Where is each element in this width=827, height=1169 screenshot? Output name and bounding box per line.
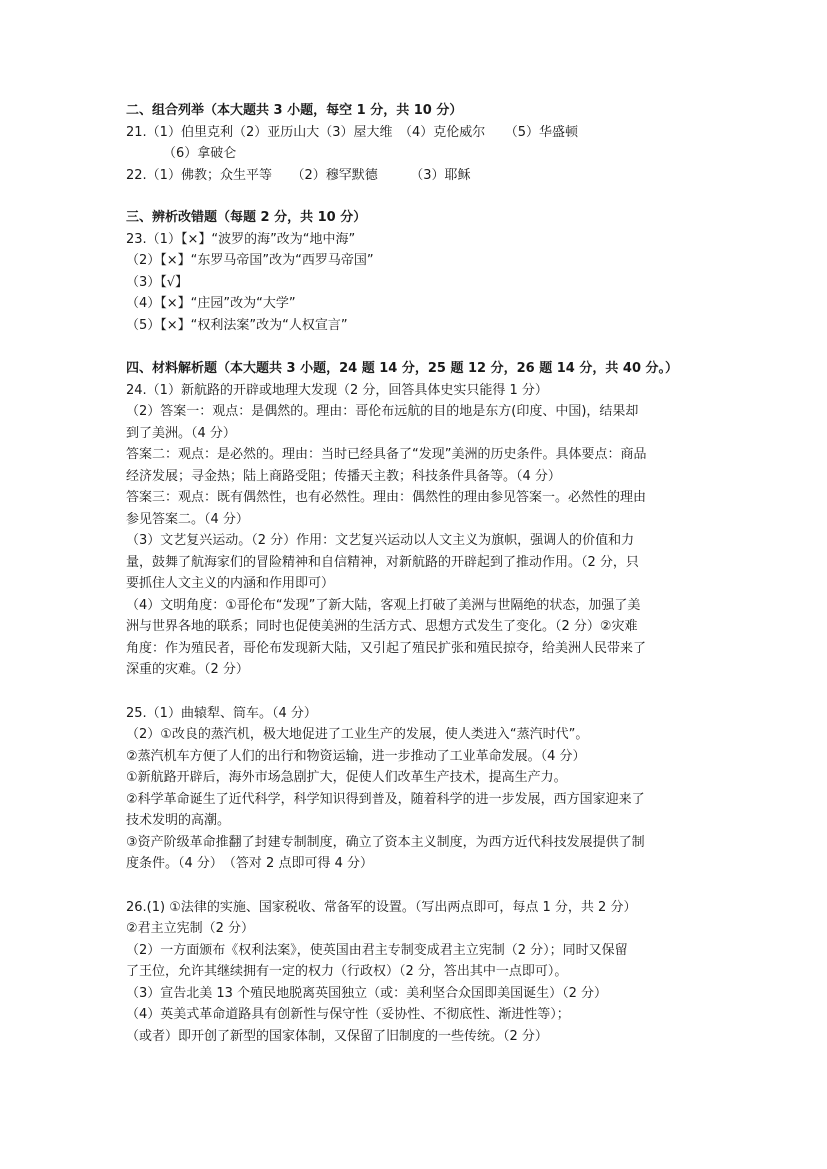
q25-line: （2）①改良的蒸汽机，极大地促进了工业生产的发展，使人类进入“蒸汽时代”。 bbox=[126, 727, 589, 742]
q23-answer-4: （4）【×】“庄园”改为“大学” bbox=[126, 296, 296, 311]
section-4-title: 四、材料解析题（本大题共 3 小题，24 题 14 分，25 题 12 分，26 题 14 分，共 40 分。） bbox=[126, 361, 679, 376]
q24-line: 参见答案二。（4 分） bbox=[126, 511, 249, 527]
q25-answer-block bbox=[126, 703, 706, 875]
q24-line: 量，鼓舞了航海家们的冒险精神和自信精神，对新航路的开辟起到了推动作用。（2 分，只 bbox=[126, 554, 639, 570]
q25-line: ③资产阶级革命推翻了封建专制制度，确立了资本主义制度，为西方近代科技发展提供了制 bbox=[126, 834, 645, 850]
q21-answer-line-2: （6）拿破仑 bbox=[163, 146, 237, 161]
q23-answer-5: （5）【×】“权利法案”改为“人权宣言” bbox=[126, 317, 348, 333]
answer-content bbox=[126, 100, 706, 1047]
q26-line: （2）一方面颁布《权利法案》，使英国由君主专制变成君主立宪制（2 分）；同时又保留 bbox=[126, 942, 628, 958]
q26-line: （或者）即开创了新型的国家体制，又保留了旧制度的一些传统。（2 分） bbox=[126, 1028, 548, 1044]
q25-line: ①新航路开辟后，海外市场急剧扩大，促使人们改革生产技术，提高生产力。 bbox=[126, 770, 567, 785]
q24-line: 要抓住人文主义的内涵和作用即可） bbox=[126, 576, 335, 591]
q22-answer: 22.（1）佛教；众生平等 （2）穆罕默德 （3）耶稣 bbox=[126, 167, 471, 183]
q21-answer-line-1: 21.（1）伯里克利（2）亚历山大（3）屋大维 （4）克伦威尔 （5）华盛顿 bbox=[126, 124, 579, 140]
q23-answer-3: （3）【√】 bbox=[126, 274, 189, 290]
q25-line: ②科学革命诞生了近代科学，科学知识得到普及，随着科学的进一步发展，西方国家迎来了 bbox=[126, 791, 645, 807]
q24-line: 经济发展；寻金热；陆上商路受阻；传播天主教；科技条件具备等。（4 分） bbox=[126, 468, 561, 484]
q24-line: 答案二：观点：是必然的。理由：当时已经具备了“发现”美洲的历史条件。具体要点：商品 bbox=[126, 447, 647, 462]
q25-line: 25.（1）曲辕犁、筒车。（4 分） bbox=[126, 705, 317, 721]
q24-line: 答案三：观点：既有偶然性，也有必然性。理由：偶然性的理由参见答案一。必然性的理由 bbox=[126, 490, 647, 505]
section-3-title: 三、辨析改错题（每题 2 分，共 10 分） bbox=[126, 210, 367, 225]
q24-line: 到了美洲。（4 分） bbox=[126, 425, 236, 441]
q24-line: 洲与世界各地的联系；同时也促使美洲的生活方式、思想方式发生了变化。（2 分）②灾难 bbox=[126, 619, 638, 634]
q24-line: 深重的灾难。（2 分） bbox=[126, 662, 249, 677]
q26-line: ②君主立宪制（2 分） bbox=[126, 921, 255, 936]
q25-line: 技术发明的高潮。 bbox=[126, 813, 231, 828]
q24-line: （4）文明角度：①哥伦布“发现”了新大陆，客观上打破了美洲与世隔绝的状态，加强了美 bbox=[126, 597, 641, 613]
q26-line: 26.(1) ①法律的实施、国家税收、常备军的设置。（写出两点即可，每点 1 分，共 2 分） bbox=[126, 899, 637, 915]
q25-line: ②蒸汽机车方便了人们的出行和物资运输，进一步推动了工业革命发展。（4 分） bbox=[126, 748, 586, 764]
section-2-title: 二、组合列举（本大题共 3 小题，每空 1 分，共 10 分） bbox=[126, 103, 463, 118]
q24-line: 角度：作为殖民者，哥伦布发现新大陆，又引起了殖民扩张和殖民掠夺，给美洲人民带来了 bbox=[126, 640, 647, 656]
q26-line: （4）英美式革命道路具有创新性与保守性（妥协性、不彻底性、渐进性等）； bbox=[126, 1007, 570, 1022]
q24-line: （2）答案一：观点：是偶然的。理由：哥伦布远航的目的地是东方(印度、中国)，结果却 bbox=[126, 404, 639, 419]
q25-line: 度条件。（4 分） （答对 2 点即可得 4 分） bbox=[126, 856, 373, 871]
q26-answer-block bbox=[126, 897, 706, 1048]
q23-answer-1: 23.（1）【×】“波罗的海”改为“地中海” bbox=[126, 231, 356, 247]
q24-answer-block bbox=[126, 380, 706, 681]
q24-line: 24.（1）新航路的开辟或地理大发现（2 分，回答具体史实只能得 1 分） bbox=[126, 382, 548, 398]
q26-line: （3）宣告北美 13 个殖民地脱离英国独立（或：美利坚合众国即美国诞生）（2 分） bbox=[126, 985, 607, 1001]
q26-line: 了王位，允许其继续拥有一定的权力（行政权）（2 分，答出其中一点即可）。 bbox=[126, 964, 568, 979]
q24-line: （3）文艺复兴运动。（2 分）作用：文艺复兴运动以人文主义为旗帜，强调人的价值和力 bbox=[126, 533, 635, 548]
q23-answer-2: （2）【×】“东罗马帝国”改为“西罗马帝国” bbox=[126, 253, 374, 268]
